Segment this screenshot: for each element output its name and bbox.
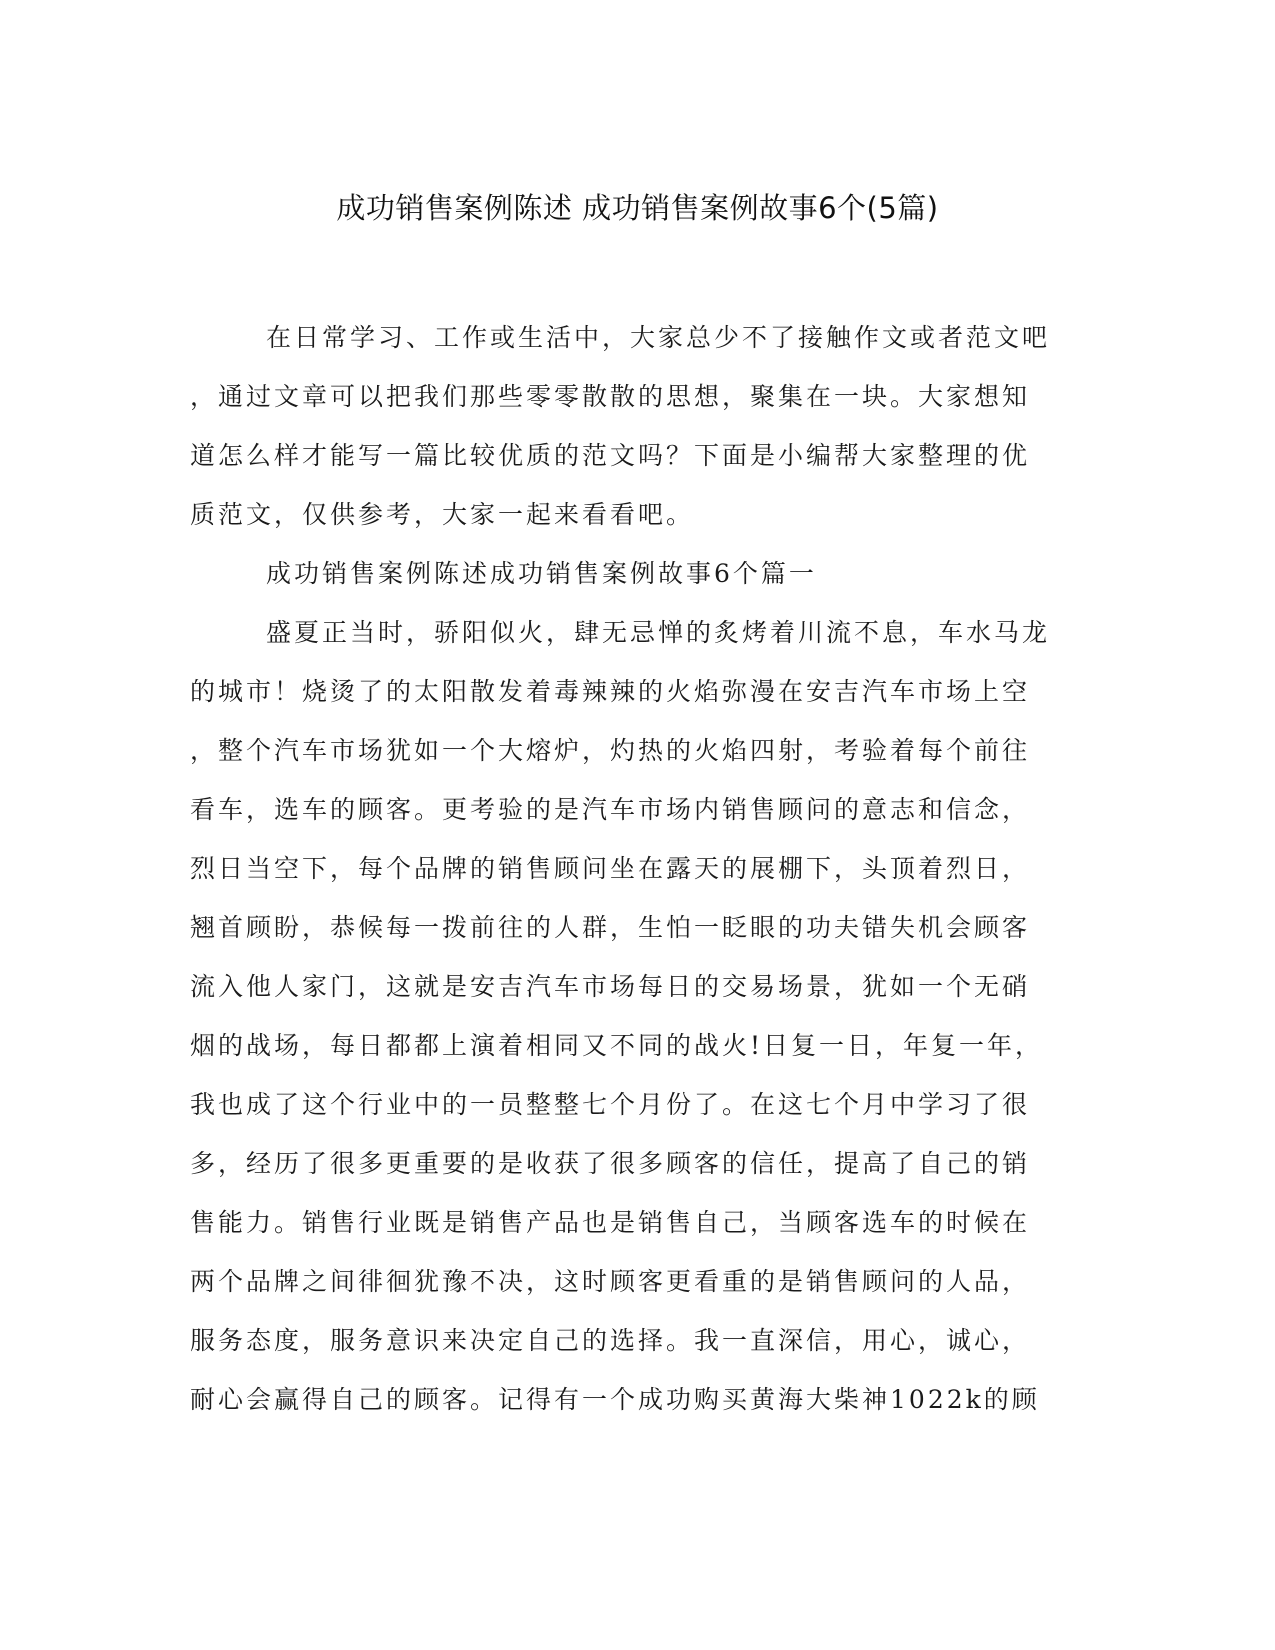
paragraph-line: 道怎么样才能写一篇比较优质的范文吗？下面是小编帮大家整理的优 bbox=[190, 441, 1031, 470]
paragraph-line: 耐心会赢得自己的顾客。记得有一个成功购买黄海大柴神1022k的顾 bbox=[190, 1385, 1040, 1414]
paragraph-line: 在日常学习、工作或生活中，大家总少不了接触作文或者范文吧 bbox=[266, 323, 1051, 352]
paragraph-line: ，通过文章可以把我们那些零零散散的思想，聚集在一块。大家想知 bbox=[190, 382, 1031, 411]
document-title: 成功销售案例陈述 成功销售案例故事6个(5篇) bbox=[336, 191, 939, 225]
paragraph-line: 售能力。销售行业既是销售产品也是销售自己，当顾客选车的时候在 bbox=[190, 1208, 1031, 1237]
paragraph-line: 烈日当空下，每个品牌的销售顾问坐在露天的展棚下，头顶着烈日， bbox=[190, 854, 1031, 883]
paragraph-line: 翘首顾盼，恭候每一拨前往的人群，生怕一眨眼的功夫错失机会顾客 bbox=[190, 913, 1031, 942]
paragraph-line: ，整个汽车市场犹如一个大熔炉，灼热的火焰四射，考验着每个前往 bbox=[190, 736, 1031, 765]
paragraph-line: 的城市！烧烫了的太阳散发着毒辣辣的火焰弥漫在安吉汽车市场上空 bbox=[190, 677, 1031, 706]
paragraph-line: 两个品牌之间徘徊犹豫不决，这时顾客更看重的是销售顾问的人品， bbox=[190, 1267, 1031, 1296]
paragraph-line: 流入他人家门，这就是安吉汽车市场每日的交易场景，犹如一个无硝 bbox=[190, 972, 1031, 1001]
paragraph-line: 质范文，仅供参考，大家一起来看看吧。 bbox=[190, 500, 695, 529]
paragraph-line: 烟的战场，每日都都上演着相同又不同的战火!日复一日，年复一年， bbox=[190, 1031, 1044, 1060]
paragraph-line: 盛夏正当时，骄阳似火，肆无忌惮的炙烤着川流不息，车水马龙 bbox=[266, 618, 1051, 647]
paragraph-line: 服务态度，服务意识来决定自己的选择。我一直深信，用心，诚心， bbox=[190, 1326, 1031, 1355]
paragraph-line: 我也成了这个行业中的一员整整七个月份了。在这七个月中学习了很 bbox=[190, 1090, 1031, 1119]
section-heading: 成功销售案例陈述成功销售案例故事6个篇一 bbox=[266, 559, 817, 588]
paragraph-line: 看车，选车的顾客。更考验的是汽车市场内销售顾问的意志和信念， bbox=[190, 795, 1031, 824]
paragraph-line: 多，经历了很多更重要的是收获了很多顾客的信任，提高了自己的销 bbox=[190, 1149, 1031, 1178]
